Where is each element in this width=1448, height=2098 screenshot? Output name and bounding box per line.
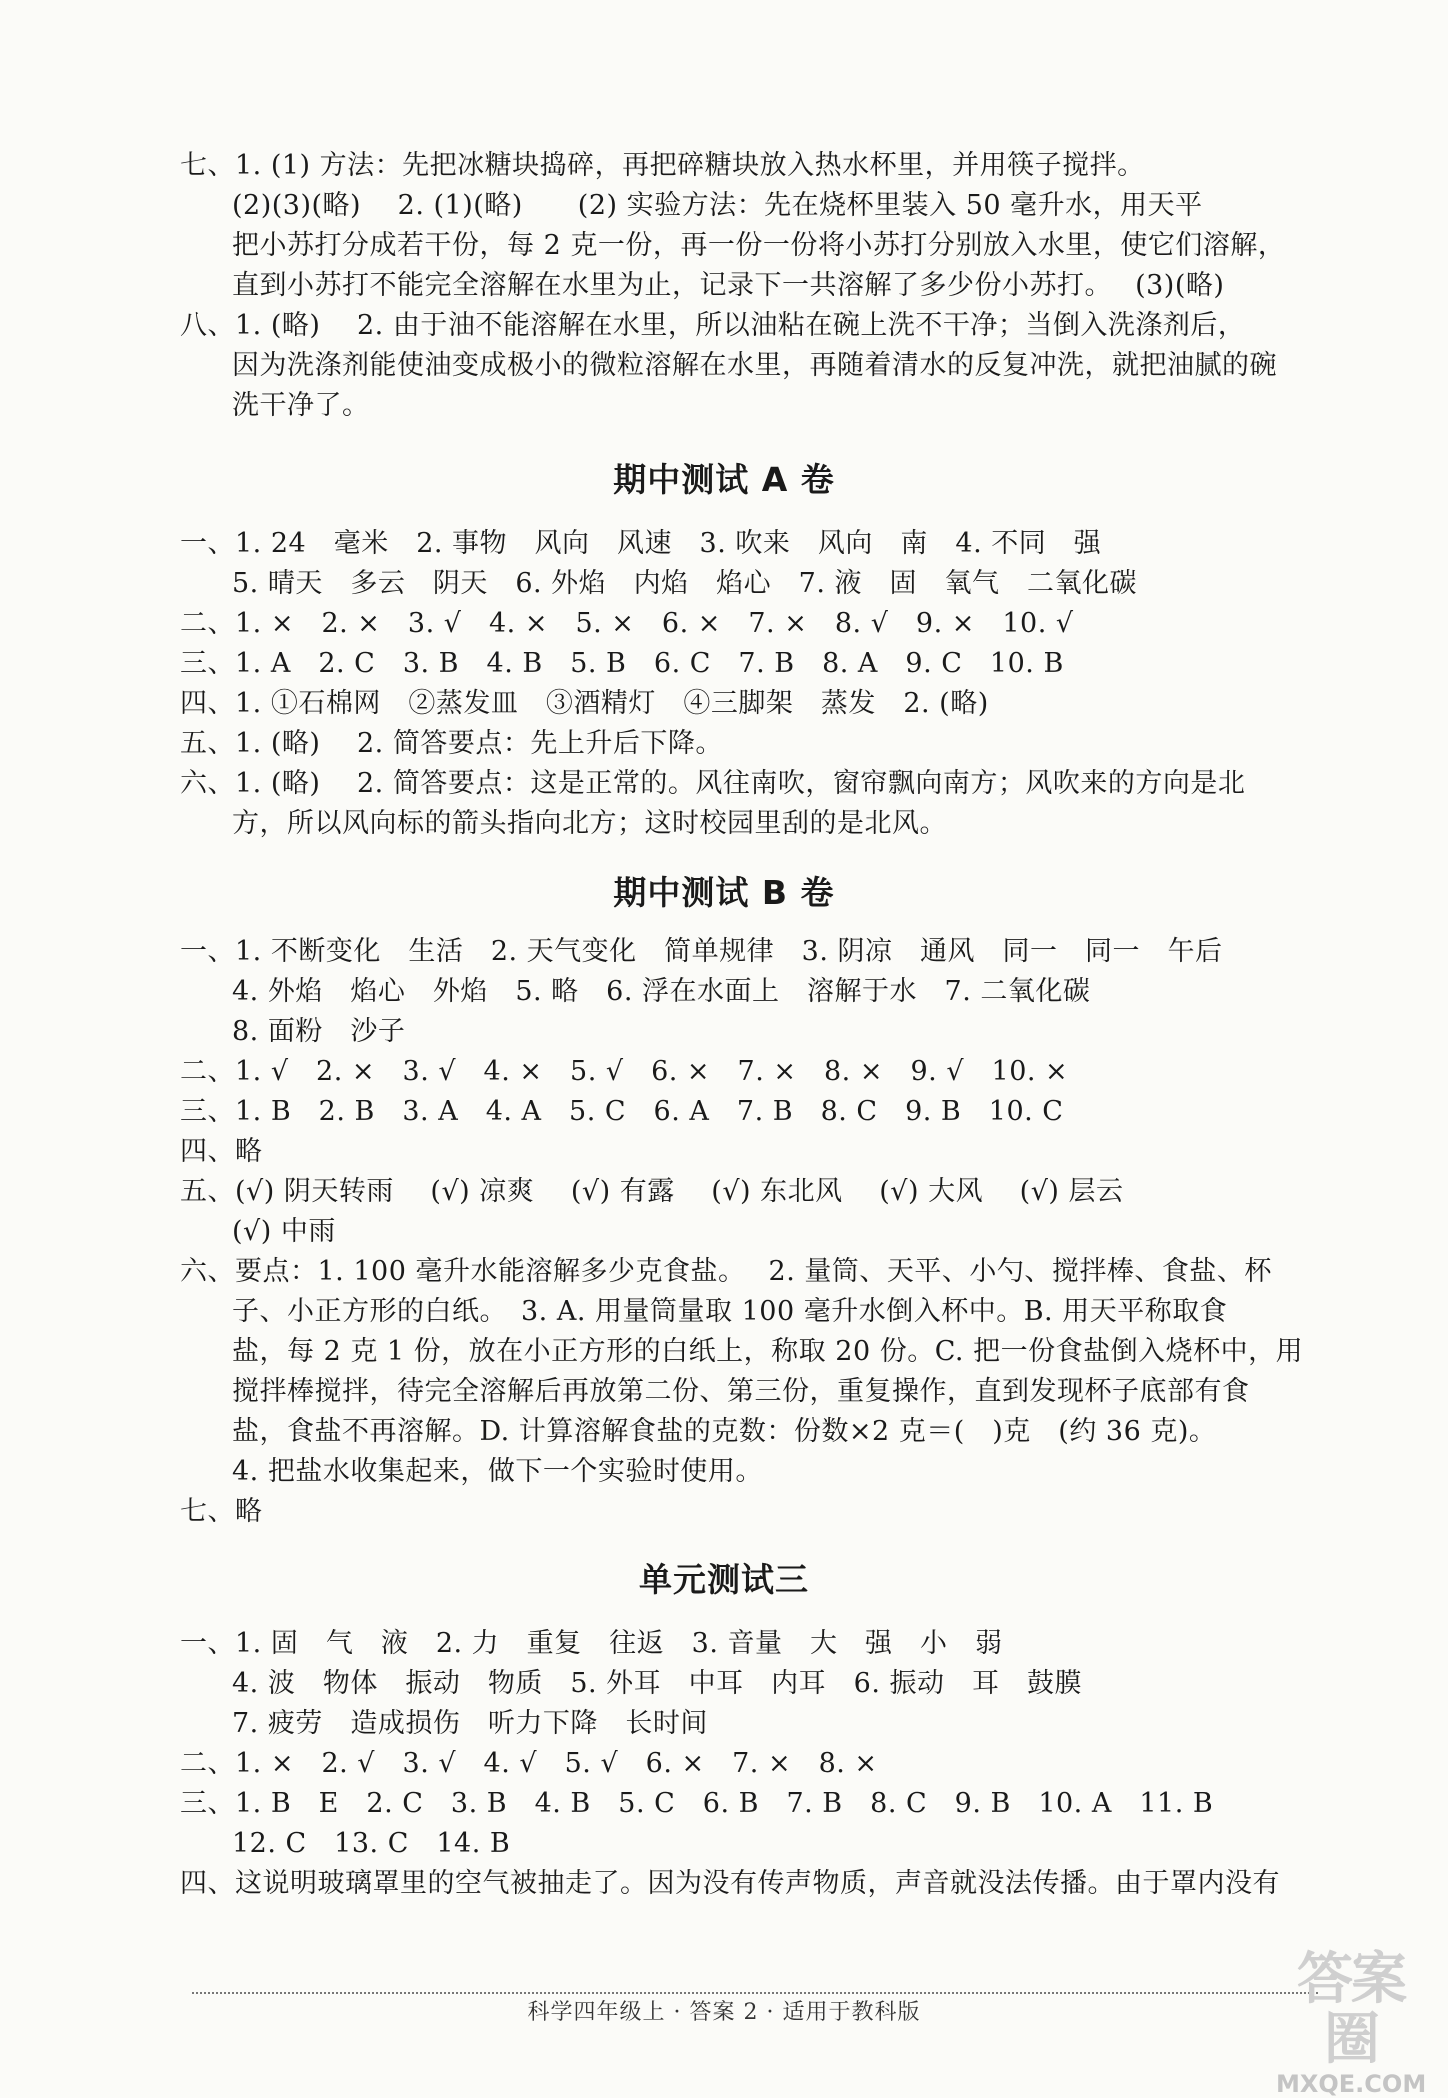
answer-line: 四、略 — [180, 1136, 263, 1167]
answer-line: 四、这说明玻璃罩里的空气被抽走了。因为没有传声物质，声音就没法传播。由于罩内没有 — [180, 1868, 1280, 1899]
answer-line: 二、1. √ 2. × 3. √ 4. × 5. √ 6. × 7. × 8. × 9. √ 10. × — [180, 1056, 1069, 1087]
answer-line: 二、1. × 2. √ 3. √ 4. √ 5. √ 6. × 7. × 8. × — [180, 1748, 878, 1779]
answer-line: 12. C 13. C 14. B — [232, 1828, 511, 1859]
answer-line: 直到小苏打不能完全溶解在水里为止，记录下一共溶解了多少份小苏打。 (3)(略) — [232, 270, 1225, 301]
section-heading-midterm-a: 期中测试 A 卷 — [613, 460, 835, 499]
footer-text: 科学四年级上 · 答案 2 · 适用于教科版 — [527, 2000, 921, 2025]
answer-line: 五、1. (略) 2. 简答要点：先上升后下降。 — [180, 728, 723, 759]
page-footer — [0, 1998, 1448, 2028]
answer-line: (√) 中雨 — [232, 1216, 336, 1247]
answer-line: 4. 波 物体 振动 物质 5. 外耳 中耳 内耳 6. 振动 耳 鼓膜 — [232, 1668, 1083, 1699]
section-heading-unit3: 单元测试三 — [639, 1560, 809, 1599]
answer-line: 7. 疲劳 造成损伤 听力下降 长时间 — [232, 1708, 708, 1739]
answer-line: 一、1. 24 毫米 2. 事物 风向 风速 3. 吹来 风向 南 4. 不同 强 — [180, 528, 1102, 559]
answer-line: 盐，食盐不再溶解。D. 计算溶解食盐的克数：份数×2 克＝( )克 (约 36 克)。 — [232, 1416, 1217, 1447]
answer-line: 洗干净了。 — [232, 390, 370, 421]
answer-line: 把小苏打分成若干份，每 2 克一份，再一份一份将小苏打分别放入水里，使它们溶解， — [232, 230, 1286, 261]
answer-line: (2)(3)(略) 2. (1)(略) (2) 实验方法：先在烧杯里装入 50 毫升水，用天平 — [232, 190, 1203, 221]
answer-line: 七、1. (1) 方法：先把冰糖块捣碎，再把碎糖块放入热水杯里，并用筷子搅拌。 — [180, 150, 1145, 181]
answer-line: 六、要点：1. 100 毫升水能溶解多少克食盐。 2. 量筒、天平、小勺、搅拌棒、食盐、杯 — [180, 1256, 1272, 1287]
answer-line: 盐，每 2 克 1 份，放在小正方形的白纸上，称取 20 份。C. 把一份食盐倒入烧杯中，用 — [232, 1336, 1304, 1367]
answer-line: 一、1. 固 气 液 2. 力 重复 往返 3. 音量 大 强 小 弱 — [180, 1628, 1003, 1659]
answer-line: 六、1. (略) 2. 简答要点：这是正常的。风往南吹，窗帘飘向南方；风吹来的方向是北 — [180, 768, 1246, 799]
answer-line: 三、1. B 2. B 3. A 4. A 5. C 6. A 7. B 8. C 9. B 10. C — [180, 1096, 1064, 1127]
answer-line: 4. 把盐水收集起来，做下一个实验时使用。 — [232, 1456, 763, 1487]
answer-line: 5. 晴天 多云 阴天 6. 外焰 内焰 焰心 7. 液 固 氧气 二氧化碳 — [232, 568, 1138, 599]
answer-line: 子、小正方形的白纸。 3. A. 用量筒量取 100 毫升水倒入杯中。B. 用天平称取食 — [232, 1296, 1228, 1327]
answer-line: 搅拌棒搅拌，待完全溶解后再放第二份、第三份，重复操作，直到发现杯子底部有食 — [232, 1376, 1250, 1407]
section-heading-midterm-b: 期中测试 B 卷 — [613, 873, 835, 912]
answer-line: 三、1. B E 2. C 3. B 4. B 5. C 6. B 7. B 8. C 9. B 10. A 11. B — [180, 1788, 1214, 1819]
answer-line: 8. 面粉 沙子 — [232, 1016, 406, 1047]
footer-rule — [192, 1992, 1318, 1994]
answer-line: 因为洗涤剂能使油变成极小的微粒溶解在水里，再随着清水的反复冲洗，就把油腻的碗 — [232, 350, 1277, 381]
answer-line: 4. 外焰 焰心 外焰 5. 略 6. 浮在水面上 溶解于水 7. 二氧化碳 — [232, 976, 1091, 1007]
answer-line: 五、(√) 阴天转雨 (√) 凉爽 (√) 有露 (√) 东北风 (√) 大风 (√) 层云 — [180, 1176, 1124, 1207]
answer-line: 一、1. 不断变化 生活 2. 天气变化 简单规律 3. 阴凉 通风 同一 同一 午后 — [180, 936, 1223, 967]
answer-line: 三、1. A 2. C 3. B 4. B 5. B 6. C 7. B 8. A 9. C 10. B — [180, 648, 1064, 679]
watermark-logo-text: 答案圈 — [1297, 1947, 1405, 2072]
watermark-logo-icon — [1276, 1947, 1427, 2098]
answer-line: 方，所以风向标的箭头指向北方；这时校园里刮的是北风。 — [232, 808, 947, 839]
answer-line: 七、略 — [180, 1496, 263, 1527]
answer-line: 八、1. (略) 2. 由于油不能溶解在水里，所以油粘在碗上洗不干净；当倒入洗涤剂后， — [180, 310, 1246, 341]
watermark-url: MXQE.COM — [1276, 2070, 1427, 2098]
answer-line: 四、1. ①石棉网 ②蒸发皿 ③酒精灯 ④三脚架 蒸发 2. (略) — [180, 688, 989, 719]
answer-line: 二、1. × 2. × 3. √ 4. × 5. × 6. × 7. × 8. √ 9. × 10. √ — [180, 608, 1074, 639]
